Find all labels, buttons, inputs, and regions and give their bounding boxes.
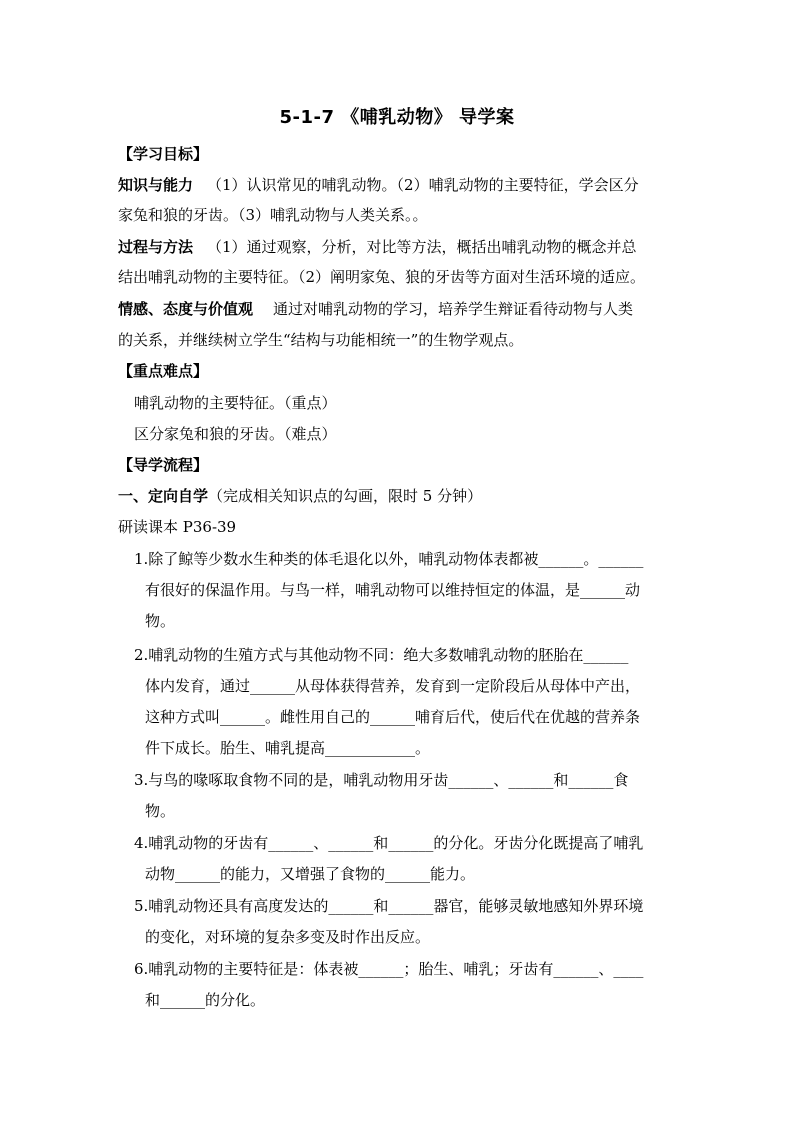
process-paragraph <box>118 237 678 257</box>
question-2-line-4: 件下成长。胎生、哺乳提高____________。 <box>145 739 431 757</box>
objectives-heading: 【学习目标】 <box>118 145 209 163</box>
knowledge-text-2: 家兔和狼的牙齿。（3）哺乳动物与人类关系。。 <box>118 206 428 224</box>
question-3-line-2: 物。 <box>145 802 176 820</box>
page-title: 5-1-7 《哺乳动物》 导学案 <box>279 107 515 128</box>
reading-instruction: 研读课本 P36-39 <box>118 518 237 536</box>
section1-note: （完成相关知识点的勾画，限时 5 分钟） <box>208 487 483 505</box>
question-1-line-1: 1.除了鲸等少数水生种类的体毛退化以外，哺乳动物体表都被______。______ <box>134 550 644 568</box>
question-6-line-1: 6.哺乳动物的主要特征是：体表被______；胎生、哺乳；牙齿有______、____ <box>134 960 644 978</box>
question-1-line-2: 有很好的保温作用。与鸟一样，哺乳动物可以维持恒定的体温，是______动 <box>145 581 641 599</box>
keypoints-heading: 【重点难点】 <box>118 362 209 380</box>
question-5-line-1: 5.哺乳动物还具有高度发达的______和______器官，能够灵敏地感知外界环境 <box>134 897 644 915</box>
knowledge-text-1: （1）认识常见的哺乳动物。（2）哺乳动物的主要特征，学会区分 <box>207 176 639 194</box>
question-6-line-2: 和______的分化。 <box>145 991 266 1009</box>
question-5-line-2: 的变化，对环境的复杂多变及时作出反应。 <box>145 928 431 946</box>
process-text-1: （1）通过观察，分析，对比等方法，概括出哺乳动物的概念并总 <box>207 238 637 256</box>
section1-heading <box>118 486 678 506</box>
question-4-line-2: 动物______的能力，又增强了食物的______能力。 <box>145 865 476 883</box>
emotion-text-2: 的关系，并继续树立学生“结构与功能相统一”的生物学观点。 <box>118 331 524 349</box>
question-2-line-1: 2.哺乳动物的生殖方式与其他动物不同：绝大多数哺乳动物的胚胎在______ <box>134 646 629 664</box>
keypoint-item-1: 哺乳动物的主要特征。（重点） <box>134 394 337 412</box>
emotion-label: 情感、态度与价值观 <box>118 300 254 318</box>
process-label: 过程与方法 <box>118 238 194 256</box>
emotion-text-1: 通过对哺乳动物的学习，培养学生辩证看待动物与人类 <box>273 300 634 318</box>
question-4-line-1: 4.哺乳动物的牙齿有______、______和______的分化。牙齿分化既提高了哺乳 <box>134 834 644 852</box>
question-2-line-2: 体内发育，通过______从母体获得营养，发育到一定阶段后从母体中产出， <box>145 677 641 695</box>
knowledge-paragraph <box>118 175 678 195</box>
question-3-line-1: 3.与鸟的喙啄取食物不同的是，哺乳动物用牙齿______、______和______食 <box>134 771 629 789</box>
question-2-line-3: 这种方式叫______。雌性用自己的______哺育后代，使后代在优越的营养条 <box>145 708 641 726</box>
emotion-paragraph <box>118 299 678 319</box>
flow-heading: 【导学流程】 <box>118 456 209 474</box>
knowledge-label: 知识与能力 <box>118 176 194 194</box>
question-1-line-3: 物。 <box>145 612 176 630</box>
process-text-2: 结出哺乳动物的主要特征。（2）阐明家兔、狼的牙齿等方面对生活环境的适应。 <box>118 268 646 286</box>
keypoint-item-2: 区分家兔和狼的牙齿。（难点） <box>134 425 337 443</box>
section1-label: 一、定向自学 <box>118 487 209 505</box>
